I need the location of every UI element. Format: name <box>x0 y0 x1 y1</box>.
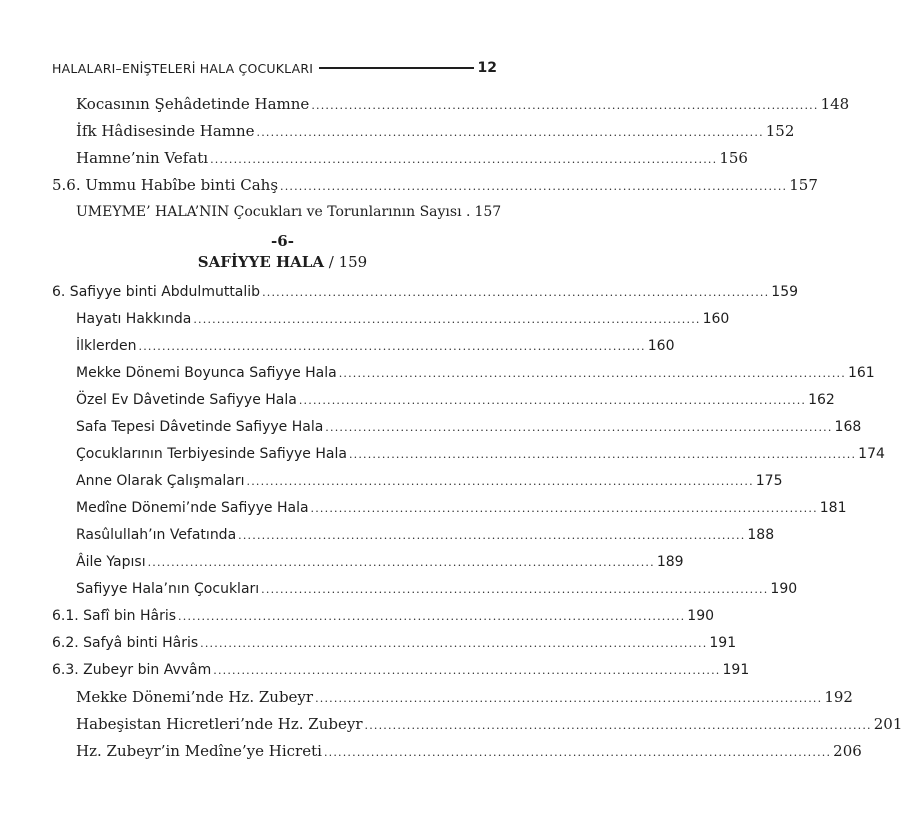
toc-entry <box>76 740 862 762</box>
toc-entry-page: 181 <box>819 500 847 516</box>
toc-entry-label: 5.6. Ummu Habîbe binti Cahş <box>52 176 279 194</box>
toc-entry <box>76 120 795 142</box>
dot-leader: ............................................................................................................ <box>364 719 872 732</box>
toc-entry <box>52 174 818 196</box>
dot-leader: ............................................................................................................ <box>280 180 788 193</box>
toc-entry-label: Anne Olarak Çalışmaları <box>76 473 245 489</box>
toc-entry-page: 159 <box>771 284 799 300</box>
part-title-separator: / <box>323 253 339 271</box>
dot-leader: ............................................................................................................ <box>238 529 746 542</box>
part-number: -6- <box>271 232 294 250</box>
toc-entry-page: 190 <box>770 581 798 597</box>
toc-entry <box>76 524 775 546</box>
toc-entry <box>76 335 675 357</box>
dot-leader: ............................................................................................................ <box>310 502 818 515</box>
dot-leader: ............................................................................................................ <box>325 421 833 434</box>
toc-entry-label: 6. Safiyye binti Abdulmuttalib <box>52 284 261 300</box>
toc-entry-page: 162 <box>808 392 835 408</box>
toc-entry-page: 206 <box>833 742 862 760</box>
toc-entry-label: UMEYME’ HALA’NIN Çocukları ve Torunlarının Sayısı . <box>76 204 471 220</box>
dot-leader: ............................................................................................................ <box>246 475 754 488</box>
toc-entry <box>76 443 885 465</box>
toc-entry <box>52 632 737 654</box>
dot-leader: ............................................................................................................ <box>323 746 832 759</box>
toc-entry-page: 152 <box>765 122 795 140</box>
toc-entry <box>76 362 875 384</box>
toc-entry <box>76 389 835 411</box>
toc-entry-page: 191 <box>709 635 737 651</box>
toc-entry-label: 6.2. Safyâ binti Hâris <box>52 635 199 651</box>
dot-leader: ............................................................................................................ <box>261 583 769 596</box>
toc-entry <box>76 551 684 573</box>
toc-entry-label: Hayatı Hakkında <box>76 311 192 327</box>
dot-leader: ............................................................................................................ <box>315 692 823 705</box>
toc-entry <box>76 713 902 735</box>
toc-entry <box>52 605 715 627</box>
dot-leader: ............................................................................................................ <box>138 340 646 353</box>
toc-entry-page: 161 <box>847 365 875 381</box>
dot-leader: ............................................................................................................ <box>311 99 819 112</box>
dot-leader: ............................................................................................................ <box>338 367 846 380</box>
toc-entry-label: İfk Hâdisesinde Hamne <box>76 122 255 140</box>
page-number: 12 <box>477 60 497 76</box>
toc-entry-label: Çocuklarının Terbiyesinde Safiyye Hala <box>76 446 347 462</box>
toc-entry-page: 157 <box>474 204 502 220</box>
toc-entry-page: 160 <box>647 338 675 354</box>
part-title-page: 159 <box>338 253 368 271</box>
toc-entry-label: Mekke Dönemi Boyunca Safiyye Hala <box>76 365 337 381</box>
part-title <box>0 253 565 271</box>
running-header <box>52 58 497 78</box>
toc-entry-page: 174 <box>858 446 885 462</box>
toc-entry-label: Rasûlullah’ın Vefatında <box>76 527 237 543</box>
toc-entry-label: Kocasının Şehâdetinde Hamne <box>76 95 310 113</box>
toc-entry <box>76 93 850 115</box>
toc-entry-label: İlklerden <box>76 338 137 354</box>
toc-entry-page: 191 <box>722 662 750 678</box>
dot-leader: ............................................................................................................ <box>147 556 655 569</box>
toc-entry-label: Mekke Dönemi’nde Hz. Zubeyr <box>76 688 314 706</box>
dot-leader: ............................................................................................................ <box>262 286 770 299</box>
toc-entry <box>76 497 847 519</box>
toc-entry <box>76 201 502 223</box>
toc-entry-page: 168 <box>834 419 862 435</box>
toc-entry-page: 175 <box>755 473 783 489</box>
toc-entry-page: 201 <box>873 715 902 733</box>
dot-leader: ............................................................................................................ <box>348 448 857 461</box>
dot-leader: ............................................................................................................ <box>200 637 708 650</box>
toc-entry <box>76 470 783 492</box>
toc-entry <box>76 147 748 169</box>
toc-entry-label: Özel Ev Dâvetinde Safiyye Hala <box>76 392 297 408</box>
dot-leader: ............................................................................................................ <box>210 153 718 166</box>
toc-entry-page: 189 <box>656 554 684 570</box>
toc-entry-label: Medîne Dönemi’nde Safiyye Hala <box>76 500 309 516</box>
toc-entry-label: 6.1. Safî bin Hâris <box>52 608 177 624</box>
toc-entry-label: Safa Tepesi Dâvetinde Safiyye Hala <box>76 419 324 435</box>
toc-entry <box>52 281 799 303</box>
toc-entry-page: 188 <box>747 527 775 543</box>
toc-entry-page: 156 <box>719 149 748 167</box>
toc-entry <box>76 686 853 708</box>
toc-entry <box>76 416 862 438</box>
toc-entry-label: Hamne’nin Vefatı <box>76 149 209 167</box>
header-rule <box>319 67 473 69</box>
toc-entry-label: Habeşistan Hicretleri’nde Hz. Zubeyr <box>76 715 363 733</box>
dot-leader: ............................................................................................................ <box>256 126 764 139</box>
toc-entry-label: Safiyye Hala’nın Çocukları <box>76 581 260 597</box>
toc-entry-label: Hz. Zubeyr’in Medîne’ye Hicreti <box>76 742 322 760</box>
toc-entry <box>52 659 750 681</box>
toc-entry-page: 157 <box>789 176 818 194</box>
part-title-text: SAFİYYE HALA <box>197 253 324 271</box>
dot-leader: ............................................................................................................ <box>213 664 721 677</box>
dot-leader: ............................................................................................................ <box>178 610 686 623</box>
toc-entry-page: 190 <box>687 608 715 624</box>
toc-entry <box>76 308 730 330</box>
dot-leader: ............................................................................................................ <box>298 394 807 407</box>
running-header-title: HALALARI–ENİŞTELERİ HALA ÇOCUKLARI <box>52 60 314 76</box>
toc-entry-page: 192 <box>824 688 853 706</box>
toc-entry-page: 148 <box>820 95 850 113</box>
dot-leader: ............................................................................................................ <box>193 313 701 326</box>
toc-entry-label: 6.3. Zubeyr bin Avvâm <box>52 662 212 678</box>
toc-entry-label: Âile Yapısı <box>76 554 146 570</box>
toc-entry-page: 160 <box>702 311 730 327</box>
toc-entry <box>76 578 798 600</box>
